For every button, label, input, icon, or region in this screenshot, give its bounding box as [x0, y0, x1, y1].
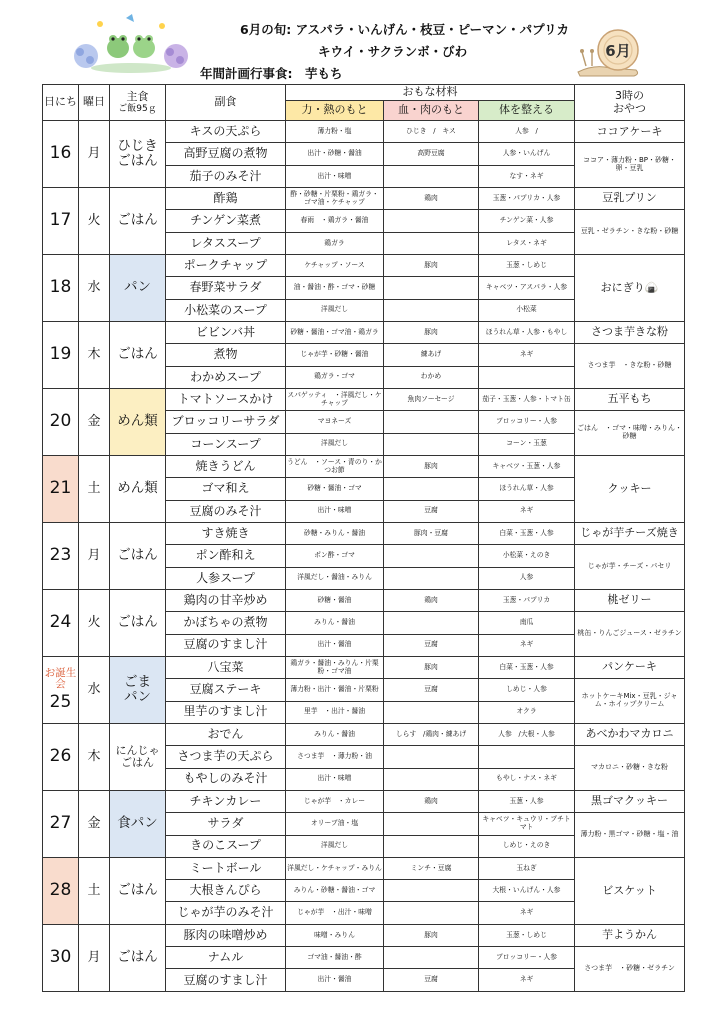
- blood-category-header: 血・肉のもと: [384, 101, 479, 121]
- body-ingredient-cell: 玉葱・しめじ: [479, 254, 575, 276]
- side-dish-cell: かぼちゃの煮物: [166, 612, 286, 634]
- blood-ingredient-cell: [384, 768, 479, 790]
- day-cell: [43, 388, 79, 455]
- menu-row: [43, 187, 685, 209]
- body-ingredient-cell: 南瓜: [479, 612, 575, 634]
- body-ingredient-cell: ネギ: [479, 634, 575, 656]
- side-dish-cell: おでん: [166, 723, 286, 745]
- blood-ingredient-cell: わかめ: [384, 366, 479, 388]
- body-ingredient-cell: 人参 /大根・人参: [479, 723, 575, 745]
- snack-cell: 五平もち: [575, 388, 685, 410]
- side-dish-cell: チンゲン菜煮: [166, 210, 286, 232]
- side-dish-cell: チキンカレー: [166, 790, 286, 812]
- body-ingredient-cell: 玉葱・しめじ: [479, 924, 575, 946]
- body-ingredient-cell: もやし・ナス・ネギ: [479, 768, 575, 790]
- blood-ingredient-cell: 豚肉: [384, 656, 479, 678]
- weekday-cell: 水: [79, 254, 110, 321]
- side-dish-cell: 豆腐のすまし汁: [166, 634, 286, 656]
- seasonal-line-2: キウイ・サクランボ・びわ: [318, 44, 468, 59]
- weekday-cell: 金: [79, 790, 110, 857]
- blood-ingredient-cell: [384, 545, 479, 567]
- menu-row: [43, 522, 685, 544]
- day-cell: [43, 723, 79, 790]
- body-ingredient-cell: 小松菜・えのき: [479, 545, 575, 567]
- side-dish-cell: 小松菜のスープ: [166, 299, 286, 321]
- staple-cell: パン: [110, 254, 166, 321]
- energy-ingredient-cell: スパゲッティ ・洋風だし・ケチャップ: [286, 388, 384, 410]
- menu-row: [43, 924, 685, 946]
- blood-ingredient-cell: 鶏肉: [384, 790, 479, 812]
- weekday-cell: 土: [79, 455, 110, 522]
- month-badge: 6月: [605, 42, 631, 60]
- blood-ingredient-cell: [384, 947, 479, 969]
- day-cell: [43, 522, 79, 589]
- side-dish-cell: 豆腐のみそ汁: [166, 500, 286, 522]
- body-ingredient-cell: 大根・いんげん・人参: [479, 880, 575, 902]
- body-ingredient-cell: 小松菜: [479, 299, 575, 321]
- menu-row: [43, 857, 685, 879]
- staple-cell: ごはん: [110, 522, 166, 589]
- weekday-cell: 月: [79, 121, 110, 188]
- blood-ingredient-cell: [384, 567, 479, 589]
- blood-ingredient-cell: [384, 880, 479, 902]
- snack-ingredient-cell: ホットケーキMix・豆乳・ジャム・ホイップクリーム: [575, 679, 685, 724]
- day-number: 19: [49, 344, 72, 365]
- side-dish-cell: 豆腐ステーキ: [166, 679, 286, 701]
- side-dish-cell: ビビンバ丼: [166, 321, 286, 343]
- blood-ingredient-cell: 練あげ: [384, 344, 479, 366]
- blood-ingredient-cell: 豆腐: [384, 679, 479, 701]
- energy-ingredient-cell: じゃが芋 ・カレー: [286, 790, 384, 812]
- weekday-cell: 土: [79, 857, 110, 924]
- snack-ingredient-cell: 豆乳・ゼラチン・きな粉・砂糖: [575, 210, 685, 255]
- day-number: 26: [49, 746, 72, 767]
- body-ingredient-cell: オクラ: [479, 701, 575, 723]
- side-dish-cell: さつま芋の天ぷら: [166, 746, 286, 768]
- energy-ingredient-cell: オリーブ油・塩: [286, 813, 384, 835]
- snack-cell: 桃ゼリー: [575, 589, 685, 611]
- snack-cell: ココアケーキ: [575, 121, 685, 143]
- energy-ingredient-cell: さつま芋 ・薄力粉・油: [286, 746, 384, 768]
- energy-ingredient-cell: 洋風だし: [286, 835, 384, 857]
- energy-ingredient-cell: 出汁・醤油: [286, 634, 384, 656]
- snack-cell: 芋ようかん: [575, 924, 685, 946]
- side-dish-cell: もやしのみそ汁: [166, 768, 286, 790]
- side-dish-cell: コーンスープ: [166, 433, 286, 455]
- menu-row: [43, 723, 685, 745]
- body-ingredient-cell: 玉葱・人参: [479, 790, 575, 812]
- day-column-header: 日にち: [43, 85, 79, 121]
- menu-row: [43, 254, 685, 276]
- body-ingredient-cell: ネギ: [479, 902, 575, 924]
- day-number: 20: [49, 411, 72, 432]
- side-dish-cell: トマトソースかけ: [166, 388, 286, 410]
- weekday-cell: 金: [79, 388, 110, 455]
- blood-ingredient-cell: [384, 612, 479, 634]
- side-dish-cell: ポークチャップ: [166, 254, 286, 276]
- energy-ingredient-cell: 鶏ガラ: [286, 232, 384, 254]
- body-ingredient-cell: キャベツ・アスパラ・人参: [479, 277, 575, 299]
- day-number: 27: [49, 813, 72, 834]
- energy-ingredient-cell: 春雨 ・鶏ガラ・醤油: [286, 210, 384, 232]
- body-ingredient-cell: ブロッコリー・人参: [479, 411, 575, 433]
- staple-cell: ごはん: [110, 187, 166, 254]
- side-column-header: 副食: [166, 85, 286, 121]
- blood-ingredient-cell: [384, 478, 479, 500]
- side-dish-cell: ミートボール: [166, 857, 286, 879]
- energy-ingredient-cell: 出汁・味噌: [286, 768, 384, 790]
- day-number: 25: [49, 692, 72, 713]
- energy-ingredient-cell: みりん・醤油: [286, 612, 384, 634]
- body-ingredient-cell: コーン・玉葱: [479, 433, 575, 455]
- energy-ingredient-cell: 薄力粉・塩: [286, 121, 384, 143]
- staple-column-subheader: ご飯95ｇ: [118, 103, 157, 114]
- snack-cell: おにぎり🍙: [575, 254, 685, 321]
- weekday-cell: 月: [79, 924, 110, 991]
- day-cell: [43, 321, 79, 388]
- menu-row: [43, 656, 685, 678]
- energy-ingredient-cell: ケチャップ・ソース: [286, 254, 384, 276]
- weekday-cell: 水: [79, 656, 110, 723]
- weekday-cell: 木: [79, 723, 110, 790]
- blood-ingredient-cell: [384, 210, 479, 232]
- body-ingredient-cell: 白菜・玉葱・人参: [479, 522, 575, 544]
- blood-ingredient-cell: [384, 701, 479, 723]
- energy-ingredient-cell: 洋風だし・ケチャップ・みりん: [286, 857, 384, 879]
- day-cell: [43, 790, 79, 857]
- blood-ingredient-cell: [384, 411, 479, 433]
- energy-ingredient-cell: うどん ・ソース・青のり・かつお節: [286, 455, 384, 477]
- body-ingredient-cell: なす・ネギ: [479, 165, 575, 187]
- energy-ingredient-cell: みりん・砂糖・醤油・ゴマ: [286, 880, 384, 902]
- staple-cell: ごはん: [110, 857, 166, 924]
- body-ingredient-cell: ブロッコリー・人参: [479, 947, 575, 969]
- blood-ingredient-cell: 豆腐: [384, 969, 479, 992]
- menu-row: [43, 589, 685, 611]
- snack-ingredient-cell: さつま芋 ・きな粉・砂糖: [575, 344, 685, 389]
- side-dish-cell: 茄子のみそ汁: [166, 165, 286, 187]
- staple-cell: 食パン: [110, 790, 166, 857]
- weekday-cell: 火: [79, 589, 110, 656]
- side-dish-cell: 人参スープ: [166, 567, 286, 589]
- snack-cell: パンケーキ: [575, 656, 685, 678]
- blood-ingredient-cell: 鶏肉: [384, 187, 479, 209]
- energy-ingredient-cell: 薄力粉・出汁・醤油・片栗粉: [286, 679, 384, 701]
- snack-column-header: 3時の おやつ: [575, 85, 685, 121]
- page-header: [0, 0, 723, 84]
- snack-cell: じゃが芋チーズ焼き: [575, 522, 685, 544]
- day-number: 24: [49, 612, 72, 633]
- body-ingredient-cell: 玉葱・パプリカ・人参: [479, 187, 575, 209]
- day-cell: [43, 187, 79, 254]
- side-dish-cell: 八宝菜: [166, 656, 286, 678]
- body-ingredient-cell: ほうれん草・人参: [479, 478, 575, 500]
- snack-ingredient-cell: 薄力粉・黒ゴマ・砂糖・塩・油: [575, 813, 685, 858]
- energy-ingredient-cell: 砂糖・醤油・ゴマ: [286, 478, 384, 500]
- side-dish-cell: すき焼き: [166, 522, 286, 544]
- blood-ingredient-cell: [384, 746, 479, 768]
- blood-ingredient-cell: 豚肉: [384, 455, 479, 477]
- energy-ingredient-cell: 出汁・味噌: [286, 165, 384, 187]
- weekday-cell: 月: [79, 522, 110, 589]
- snack-cell: 豆乳プリン: [575, 187, 685, 209]
- energy-ingredient-cell: 砂糖・醤油: [286, 589, 384, 611]
- side-dish-cell: 鶏肉の甘辛炒め: [166, 589, 286, 611]
- blood-ingredient-cell: [384, 277, 479, 299]
- body-ingredient-cell: 人参: [479, 567, 575, 589]
- snack-cell: 黒ゴマクッキー: [575, 790, 685, 812]
- energy-ingredient-cell: 洋風だし: [286, 433, 384, 455]
- side-dish-cell: ブロッコリーサラダ: [166, 411, 286, 433]
- body-ingredient-cell: 白菜・玉葱・人参: [479, 656, 575, 678]
- day-number: 30: [49, 947, 72, 968]
- blood-ingredient-cell: 魚肉ソーセージ: [384, 388, 479, 410]
- body-ingredient-cell: 玉ねぎ: [479, 857, 575, 879]
- blood-ingredient-cell: [384, 299, 479, 321]
- menu-row: [43, 455, 685, 477]
- energy-ingredient-cell: マヨネーズ: [286, 411, 384, 433]
- side-dish-cell: レタススープ: [166, 232, 286, 254]
- staple-cell: めん類: [110, 455, 166, 522]
- side-dish-cell: 酢鶏: [166, 187, 286, 209]
- staple-cell: ひじき ごはん: [110, 121, 166, 188]
- day-number: 17: [49, 210, 72, 231]
- day-number: 21: [49, 478, 72, 499]
- day-number: 18: [49, 277, 72, 298]
- energy-ingredient-cell: 油・醤油・酢・ゴマ・砂糖: [286, 277, 384, 299]
- snack-ingredient-cell: さつま芋 ・砂糖・ゼラチン: [575, 947, 685, 992]
- energy-ingredient-cell: 酢・砂糖・片栗粉・鶏ガラ・ゴマ油・ケチャップ: [286, 187, 384, 209]
- body-ingredient-cell: 茄子・玉葱・人参・トマト缶: [479, 388, 575, 410]
- energy-ingredient-cell: ゴマ油・醤油・酢: [286, 947, 384, 969]
- blood-ingredient-cell: 豆腐: [384, 634, 479, 656]
- blood-ingredient-cell: [384, 902, 479, 924]
- body-ingredient-cell: [479, 366, 575, 388]
- side-dish-cell: 豚肉の味噌炒め: [166, 924, 286, 946]
- menu-row: [43, 121, 685, 143]
- day-cell: [43, 924, 79, 991]
- side-dish-cell: 里芋のすまし汁: [166, 701, 286, 723]
- weekday-column-header: 曜日: [79, 85, 110, 121]
- weekday-cell: 木: [79, 321, 110, 388]
- energy-ingredient-cell: 砂糖・みりん・醤油: [286, 522, 384, 544]
- staple-cell: ごはん: [110, 589, 166, 656]
- body-ingredient-cell: ネギ: [479, 969, 575, 992]
- snack-cell: さつま芋きな粉: [575, 321, 685, 343]
- snack-cell: あべかわマカロニ: [575, 723, 685, 745]
- energy-ingredient-cell: じゃが芋・砂糖・醤油: [286, 344, 384, 366]
- body-ingredient-cell: キャベツ・キュウリ・プチトマト: [479, 813, 575, 835]
- body-ingredient-cell: 人参 /: [479, 121, 575, 143]
- side-dish-cell: サラダ: [166, 813, 286, 835]
- day-cell: [43, 589, 79, 656]
- day-cell: [43, 254, 79, 321]
- blood-ingredient-cell: しらす /鶏肉・練あげ: [384, 723, 479, 745]
- day-cell: [43, 455, 79, 522]
- energy-ingredient-cell: ポン酢・ゴマ: [286, 545, 384, 567]
- side-dish-cell: ナムル: [166, 947, 286, 969]
- blood-ingredient-cell: 豚肉: [384, 321, 479, 343]
- body-ingredient-cell: 玉葱・パプリカ: [479, 589, 575, 611]
- staple-cell: ごま パン: [110, 656, 166, 723]
- day-number: 23: [49, 545, 72, 566]
- blood-ingredient-cell: 高野豆腐: [384, 143, 479, 165]
- snack-ingredient-cell: 桃缶・りんごジュース・ゼラチン: [575, 612, 685, 657]
- side-dish-cell: じゃが芋のみそ汁: [166, 902, 286, 924]
- snack-ingredient-cell: ごはん ・ゴマ・味噌・みりん・砂糖: [575, 411, 685, 456]
- body-ingredient-cell: レタス・ネギ: [479, 232, 575, 254]
- side-dish-cell: ゴマ和え: [166, 478, 286, 500]
- snail-badge-illustration: [574, 22, 644, 78]
- menu-row: [43, 388, 685, 410]
- body-ingredient-cell: 人参・いんげん: [479, 143, 575, 165]
- snack-ingredient-cell: ココア・薄力粉・BP・砂糖・卵・豆乳: [575, 143, 685, 188]
- side-dish-cell: 高野豆腐の煮物: [166, 143, 286, 165]
- menu-row: [43, 321, 685, 343]
- blood-ingredient-cell: 豚肉・豆腐: [384, 522, 479, 544]
- day-cell: [43, 656, 79, 723]
- body-ingredient-cell: ほうれん草・人参・もやし: [479, 321, 575, 343]
- blood-ingredient-cell: [384, 835, 479, 857]
- body-category-header: 体を整える: [479, 101, 575, 121]
- blood-ingredient-cell: [384, 232, 479, 254]
- day-cell: [43, 857, 79, 924]
- energy-ingredient-cell: 里芋 ・出汁・醤油: [286, 701, 384, 723]
- energy-ingredient-cell: 出汁・砂糖・醤油: [286, 143, 384, 165]
- menu-row: [43, 790, 685, 812]
- body-ingredient-cell: ネギ: [479, 500, 575, 522]
- staple-cell: にんじゃ ごはん: [110, 723, 166, 790]
- energy-ingredient-cell: じゃが芋 ・出汁・味噌: [286, 902, 384, 924]
- energy-ingredient-cell: 洋風だし: [286, 299, 384, 321]
- body-ingredient-cell: ネギ: [479, 344, 575, 366]
- body-ingredient-cell: [479, 746, 575, 768]
- energy-ingredient-cell: 洋風だし・醤油・みりん: [286, 567, 384, 589]
- body-ingredient-cell: キャベツ・玉葱・人参: [479, 455, 575, 477]
- body-ingredient-cell: しめじ・えのき: [479, 835, 575, 857]
- day-number: 28: [49, 880, 72, 901]
- snack-ingredient-cell: じゃが芋・チーズ・パセリ: [575, 545, 685, 590]
- energy-ingredient-cell: 出汁・醤油: [286, 969, 384, 992]
- ingredients-column-header: おもな材料: [286, 85, 575, 101]
- event-line: 年間計画行事食: 芋もち: [200, 66, 343, 81]
- side-dish-cell: 大根きんぴら: [166, 880, 286, 902]
- blood-ingredient-cell: [384, 813, 479, 835]
- energy-ingredient-cell: 味噌・みりん: [286, 924, 384, 946]
- weekday-cell: 火: [79, 187, 110, 254]
- side-dish-cell: 焼きうどん: [166, 455, 286, 477]
- side-dish-cell: 煮物: [166, 344, 286, 366]
- snack-cell: ビスケット: [575, 857, 685, 924]
- snack-cell: クッキー: [575, 455, 685, 522]
- energy-category-header: 力・熱のもと: [286, 101, 384, 121]
- seasonal-line-1: 6月の旬: アスパラ・いんげん・枝豆・ピーマン・パプリカ: [240, 22, 569, 37]
- side-dish-cell: 春野菜サラダ: [166, 277, 286, 299]
- energy-ingredient-cell: 出汁・味噌: [286, 500, 384, 522]
- energy-ingredient-cell: 砂糖・醤油・ゴマ油・鶏ガラ: [286, 321, 384, 343]
- staple-cell: めん類: [110, 388, 166, 455]
- menu-body: [43, 121, 685, 992]
- blood-ingredient-cell: [384, 165, 479, 187]
- staple-cell: ごはん: [110, 924, 166, 991]
- staple-cell: ごはん: [110, 321, 166, 388]
- snack-ingredient-cell: マカロニ・砂糖・きな粉: [575, 746, 685, 791]
- side-dish-cell: キスの天ぷら: [166, 121, 286, 143]
- blood-ingredient-cell: 豚肉: [384, 924, 479, 946]
- frog-hydrangea-illustration: [70, 12, 192, 74]
- side-dish-cell: ポン酢和え: [166, 545, 286, 567]
- day-cell: [43, 121, 79, 188]
- day-number: 16: [49, 143, 72, 164]
- blood-ingredient-cell: 鶏肉: [384, 589, 479, 611]
- body-ingredient-cell: チンゲン菜・人参: [479, 210, 575, 232]
- side-dish-cell: 豆腐のすまし汁: [166, 969, 286, 992]
- energy-ingredient-cell: 鶏ガラ・醤油・みりん・片栗粉・ゴマ油: [286, 656, 384, 678]
- day-note: お誕生会: [44, 666, 77, 691]
- blood-ingredient-cell: 豚肉: [384, 254, 479, 276]
- energy-ingredient-cell: みりん・醤油: [286, 723, 384, 745]
- blood-ingredient-cell: ひじき / キス: [384, 121, 479, 143]
- energy-ingredient-cell: 鶏ガラ・ゴマ: [286, 366, 384, 388]
- menu-table: [42, 84, 685, 992]
- blood-ingredient-cell: [384, 433, 479, 455]
- side-dish-cell: きのこスープ: [166, 835, 286, 857]
- blood-ingredient-cell: 豆腐: [384, 500, 479, 522]
- blood-ingredient-cell: ミンチ・豆腐: [384, 857, 479, 879]
- staple-column-header: 主食 ご飯95ｇ: [110, 85, 166, 121]
- body-ingredient-cell: しめじ・人参: [479, 679, 575, 701]
- side-dish-cell: わかめスープ: [166, 366, 286, 388]
